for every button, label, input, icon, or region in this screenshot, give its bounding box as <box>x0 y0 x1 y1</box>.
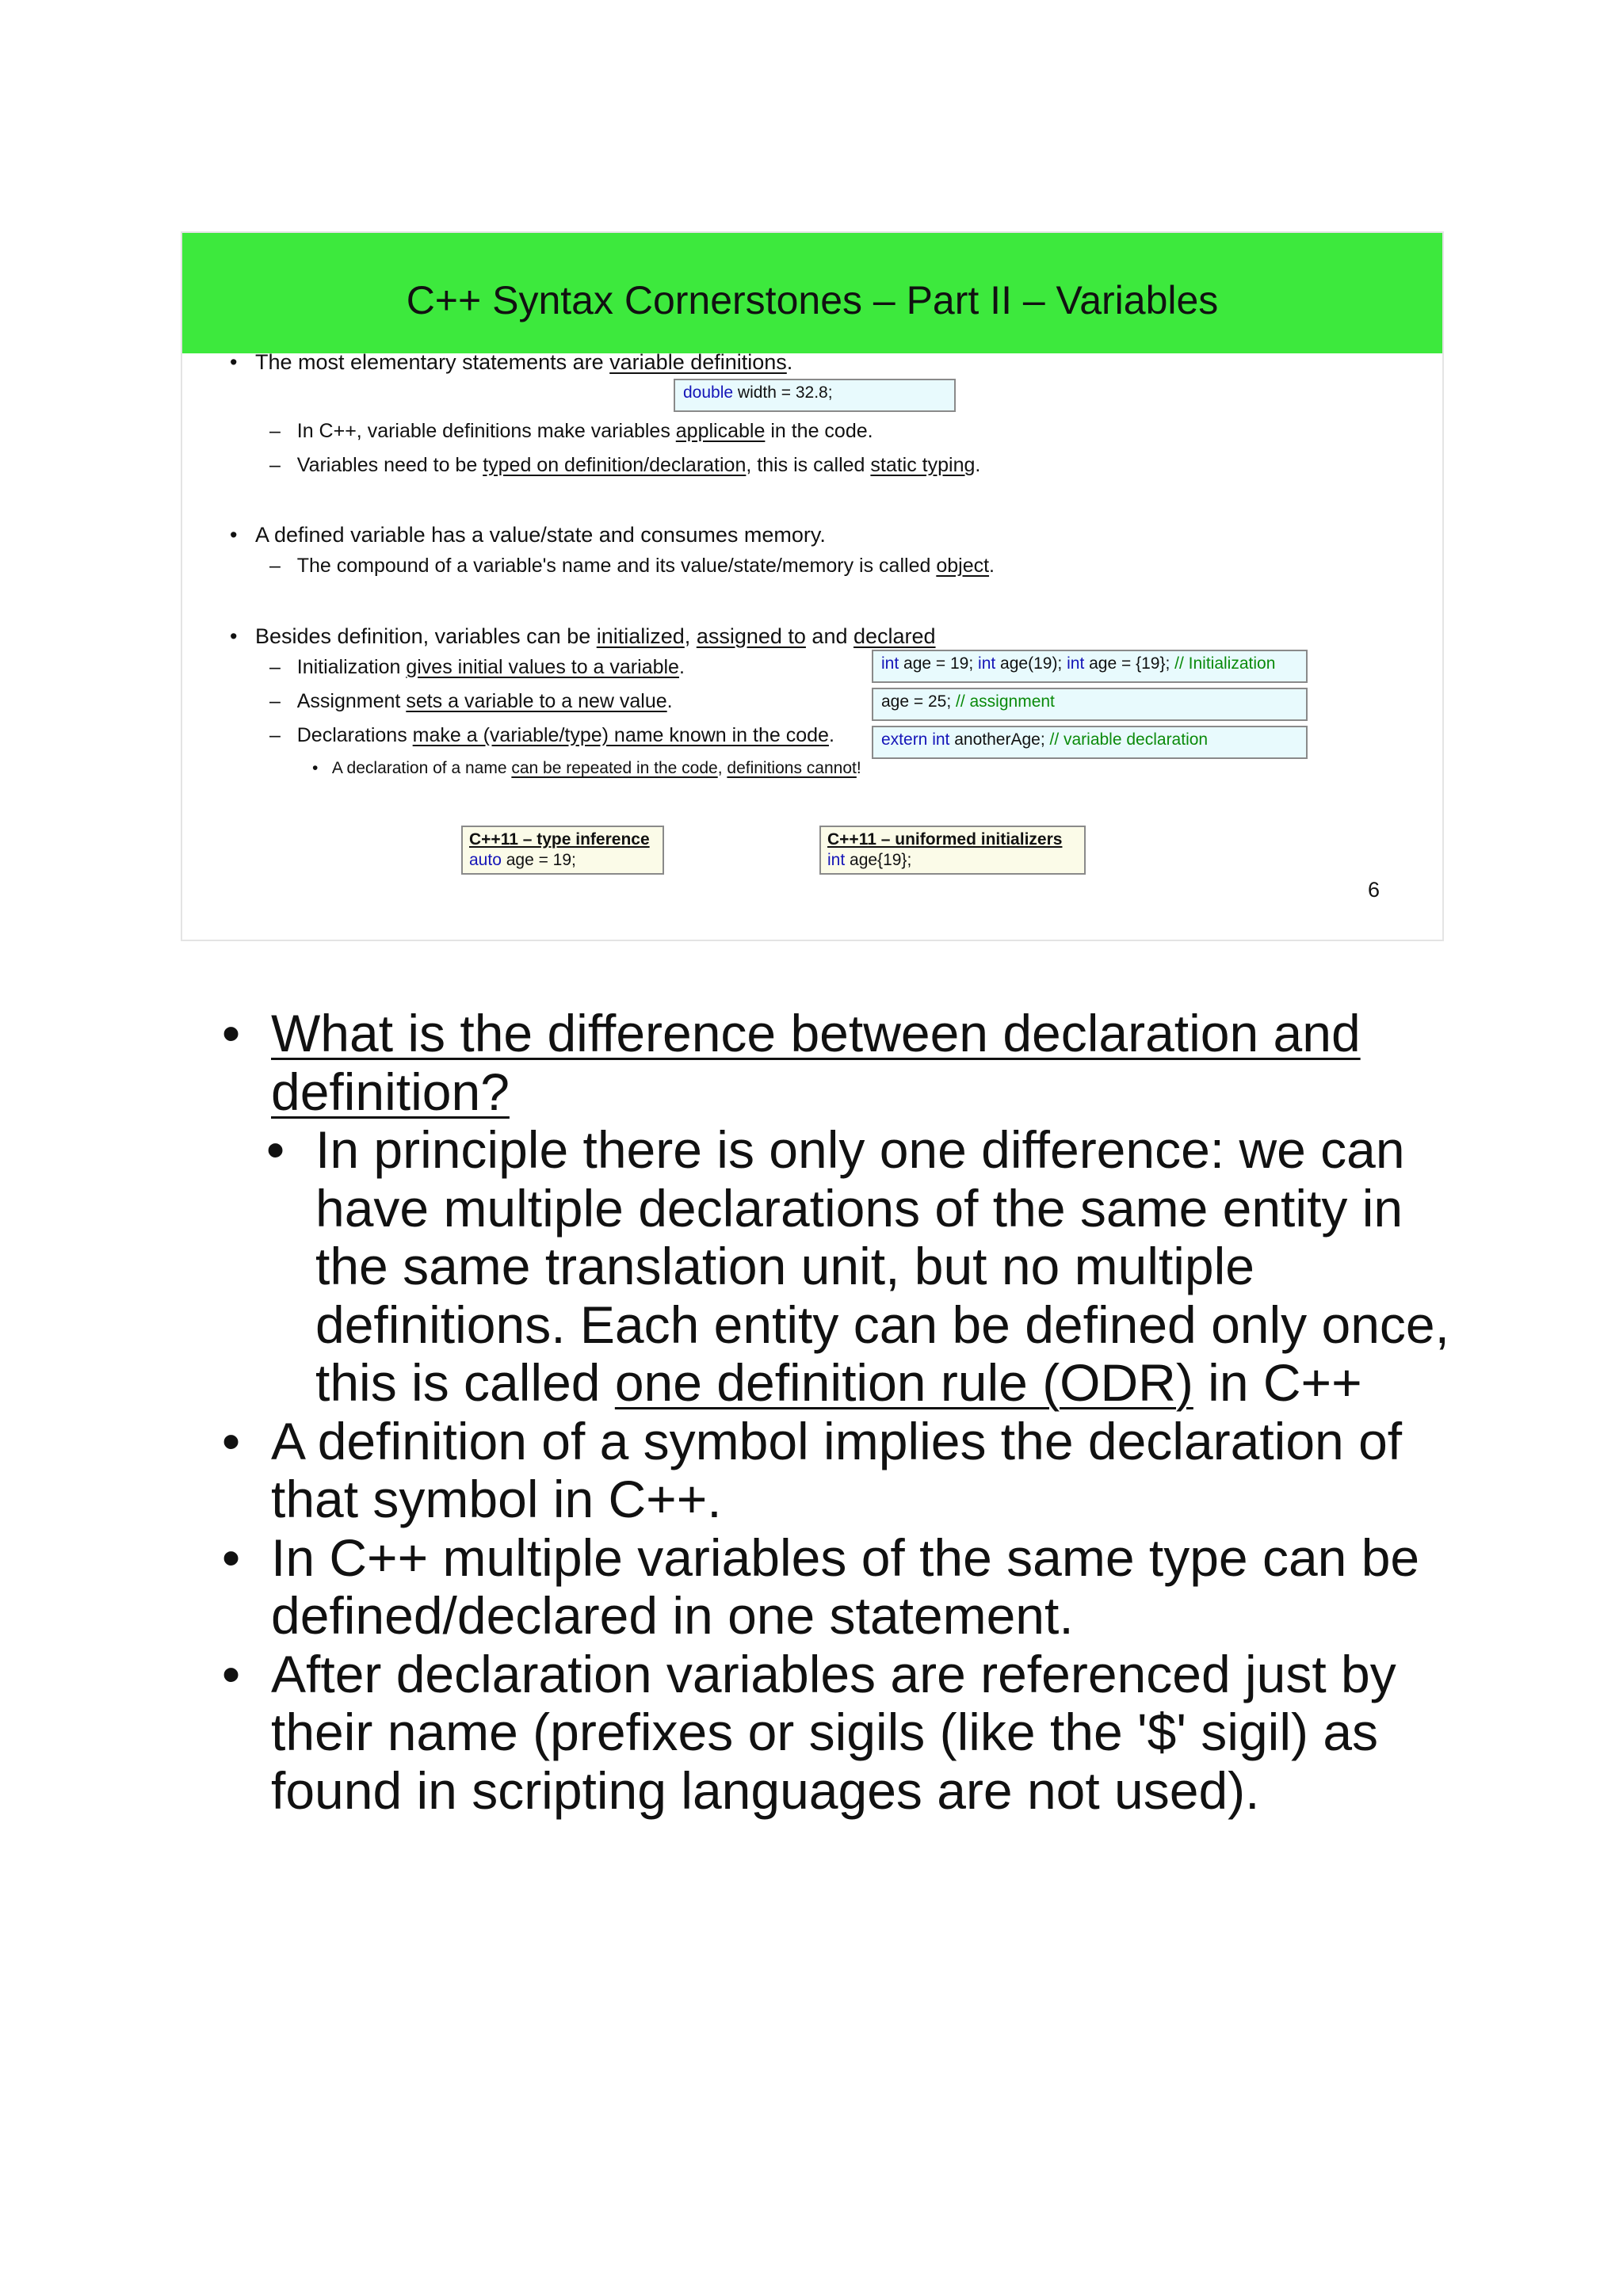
code-double-width: double width = 32.8; <box>674 379 956 412</box>
slide-bullet-memory: • A defined variable has a value/state and consumes memory. <box>230 523 826 547</box>
slide-header-bar <box>182 233 1442 353</box>
slide-bullet-definitions: • The most elementary statements are variable definitions. <box>230 350 793 374</box>
slide-sub-assignment: – Assignment sets a variable to a new value. <box>269 690 673 712</box>
code-declaration: extern int anotherAge; // variable declaration <box>872 726 1308 759</box>
note-bullet-multiple-variables: • In C++ multiple variables of the same type can be defined/declared in one statement. <box>222 1529 1458 1646</box>
slide-sub-declarations: – Declarations make a (variable/type) name known in the code. <box>269 724 834 746</box>
slide-subsub-repeated: • A declaration of a name can be repeated in the code, definitions cannot! <box>312 759 861 777</box>
slide-sub-static-typing: – Variables need to be typed on definition/declaration, this is called static typing. <box>269 454 981 476</box>
code-initialization: int age = 19; int age(19); int age = {19}; // Initialization <box>872 650 1308 683</box>
note-uniform-initializers: C++11 – uniformed initializers int age{19}; <box>819 826 1086 875</box>
note-bullet-question: • What is the difference between declaration and definition? <box>222 1005 1458 1121</box>
note-sub-bullet-odr: • In principle there is only one difference: we can have multiple declarations of the same entity in the same translation unit, but no multiple definitions. Each entity can be defined only once, this is called one definition rule (ODR) in C++ <box>266 1121 1458 1413</box>
slide-title: C++ Syntax Cornerstones – Part II – Variables <box>406 278 1219 322</box>
note-bullet-definition-implies: • A definition of a symbol implies the declaration of that symbol in C++. <box>222 1413 1458 1529</box>
slide-thumbnail <box>181 231 1444 941</box>
code-assignment: age = 25; // assignment <box>872 688 1308 721</box>
slide-bullet-besides: • Besides definition, variables can be initialized, assigned to and declared <box>230 624 936 648</box>
slide-sub-initialization: – Initialization gives initial values to a variable. <box>269 656 685 678</box>
slide-sub-applicable: – In C++, variable definitions make variables applicable in the code. <box>269 420 873 442</box>
slide-page-number: 6 <box>1368 878 1381 902</box>
slide-sub-object: – The compound of a variable's name and its value/state/memory is called object. <box>269 555 995 577</box>
speaker-notes <box>222 1005 1458 1820</box>
note-bullet-sigils: • After declaration variables are referenced just by their name (prefixes or sigils (like the '$' sigil) as found in scripting languages are not used). <box>222 1646 1458 1821</box>
note-type-inference: C++11 – type inference auto age = 19; <box>461 826 664 875</box>
